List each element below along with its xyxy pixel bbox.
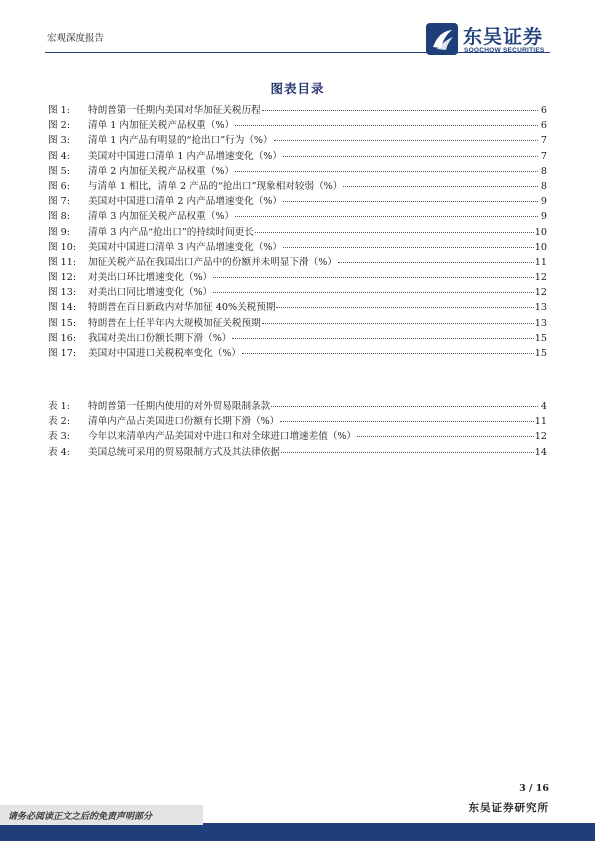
- entry-number: 表 2:: [48, 416, 70, 428]
- header-section-label: 宏观深度报告: [47, 33, 105, 44]
- entry-page-number: 6: [540, 105, 547, 116]
- entry-number: 图 6:: [48, 180, 70, 192]
- entry-number: 表 3:: [48, 431, 70, 443]
- entry-leader-dots: [213, 268, 534, 278]
- entry-number: 图 15:: [48, 317, 77, 329]
- entry-page-number: 7: [540, 135, 547, 147]
- entry-title: 清单 2 内加征关税产品权重（%）: [88, 165, 235, 177]
- entry-title: 清单 3 内加征关税产品权重（%）: [88, 211, 235, 223]
- entry-number: 图 2:: [48, 120, 70, 132]
- entry-page-number: 4: [540, 401, 547, 412]
- entry-title: 与清单 1 相比，清单 2 产品的“抢出口”现象相对较弱（%）: [88, 180, 343, 192]
- logo-chinese-name: 东吴证券: [463, 26, 544, 48]
- header-divider: [45, 52, 550, 53]
- toc-title: 图表目录: [270, 81, 325, 96]
- entry-page-number: 14: [534, 446, 547, 458]
- entry-title: 特朗普第一任期内使用的对外贸易限制条款: [88, 401, 271, 412]
- entry-title: 我国对美出口份额长期下滑（%）: [88, 332, 232, 344]
- figure-entry[interactable]: [48, 346, 547, 361]
- entry-number: 表 4:: [48, 446, 70, 458]
- entry-title: 特朗普第一任期内美国对华加征关税历程: [88, 105, 261, 116]
- footer-disclaimer: 请务必阅读正文之后的免责声明部分: [8, 812, 153, 822]
- entry-page-number: 12: [534, 272, 547, 284]
- entry-page-number: 6: [540, 120, 547, 132]
- entry-title: 美国对中国进口关税税率变化（%）: [88, 348, 242, 359]
- entry-leader-dots: [283, 238, 534, 248]
- logo-english-name: SOOCHOW SECURITIES: [464, 47, 545, 54]
- entry-number: 图 16:: [48, 332, 77, 344]
- entry-title: 美国总统可采用的贸易限制方式及其法律依据: [88, 446, 280, 458]
- entry-page-number: 7: [540, 150, 547, 162]
- entry-title: 特朗普在上任半年内大规模加征关税预期: [88, 317, 261, 329]
- entry-page-number: 10: [534, 226, 547, 238]
- entry-number: 表 1:: [48, 401, 70, 412]
- entry-leader-dots: [338, 253, 534, 263]
- figure-list: [48, 103, 547, 361]
- entry-number: 图 1:: [48, 105, 70, 116]
- entry-leader-dots: [242, 344, 534, 354]
- entry-title: 美国对中国进口清单 1 内产品增速变化（%）: [88, 150, 283, 162]
- entry-number: 图 14:: [48, 302, 77, 314]
- entry-leader-dots: [276, 298, 533, 308]
- footer-firm-name: 东吴证券研究所: [468, 802, 549, 814]
- entry-number: 图 9:: [48, 226, 70, 238]
- entry-number: 图 4:: [48, 150, 70, 162]
- entry-page-number: 12: [534, 431, 547, 443]
- entry-page-number: 13: [534, 302, 547, 314]
- entry-page-number: 8: [540, 180, 547, 192]
- footer-bar: [0, 825, 595, 841]
- entry-leader-dots: [281, 443, 534, 453]
- entry-leader-dots: [235, 162, 538, 172]
- entry-page-number: 15: [534, 332, 547, 344]
- entry-leader-dots: [280, 412, 533, 422]
- entry-leader-dots: [213, 283, 534, 293]
- entry-page-number: 12: [534, 287, 547, 299]
- entry-leader-dots: [271, 397, 538, 407]
- entry-leader-dots: [262, 101, 538, 111]
- entry-leader-dots: [235, 207, 538, 217]
- entry-number: 图 13:: [48, 287, 77, 299]
- entry-page-number: 13: [534, 317, 547, 329]
- page-number: 3 / 16: [519, 783, 549, 794]
- entry-title: 清单 3 内产品“抢出口”的持续时间更长: [88, 226, 254, 238]
- entry-title: 清单 1 内产品有明显的“抢出口”行为（%）: [88, 135, 273, 147]
- entry-page-number: 9: [540, 211, 547, 223]
- table-entry[interactable]: [48, 445, 547, 460]
- entry-title: 特朗普在百日新政内对华加征 40%关税预期: [88, 302, 276, 314]
- entry-leader-dots: [232, 329, 533, 339]
- entry-page-number: 11: [534, 256, 547, 268]
- entry-title: 美国对中国进口清单 2 内产品增速变化（%）: [88, 196, 283, 208]
- entry-leader-dots: [283, 192, 538, 202]
- entry-page-number: 11: [534, 416, 547, 428]
- entry-leader-dots: [235, 116, 538, 126]
- entry-leader-dots: [262, 314, 534, 324]
- entry-leader-dots: [283, 147, 538, 157]
- entry-number: 图 7:: [48, 196, 70, 208]
- entry-title: 对美出口同比增速变化（%）: [88, 287, 213, 299]
- entry-page-number: 8: [540, 165, 547, 177]
- entry-number: 图 8:: [48, 211, 70, 223]
- entry-title: 美国对中国进口清单 3 内产品增速变化（%）: [88, 241, 283, 253]
- entry-title: 清单内产品占美国进口份额有长期下滑（%）: [88, 416, 280, 428]
- entry-page-number: 9: [540, 196, 547, 208]
- entry-leader-dots: [255, 223, 534, 233]
- entry-number: 图 5:: [48, 165, 70, 177]
- entry-leader-dots: [343, 177, 538, 187]
- entry-number: 图 3:: [48, 135, 70, 147]
- entry-number: 图 12:: [48, 272, 77, 284]
- entry-title: 清单 1 内加征关税产品权重（%）: [88, 120, 235, 132]
- entry-leader-dots: [357, 427, 534, 437]
- entry-page-number: 15: [534, 348, 547, 359]
- entry-title: 加征关税产品在我国出口产品中的份额并未明显下滑（%）: [88, 256, 337, 268]
- table-list: [48, 399, 547, 460]
- entry-title: 今年以来清单内产品美国对中进口和对全球进口增速差值（%）: [88, 431, 357, 443]
- entry-page-number: 10: [534, 241, 547, 253]
- entry-number: 图 17:: [48, 348, 77, 359]
- entry-title: 对美出口环比增速变化（%）: [88, 272, 213, 284]
- entry-leader-dots: [274, 131, 538, 141]
- soochow-logo-icon: [425, 22, 459, 56]
- entry-number: 图 11:: [48, 256, 77, 268]
- entry-number: 图 10:: [48, 241, 77, 253]
